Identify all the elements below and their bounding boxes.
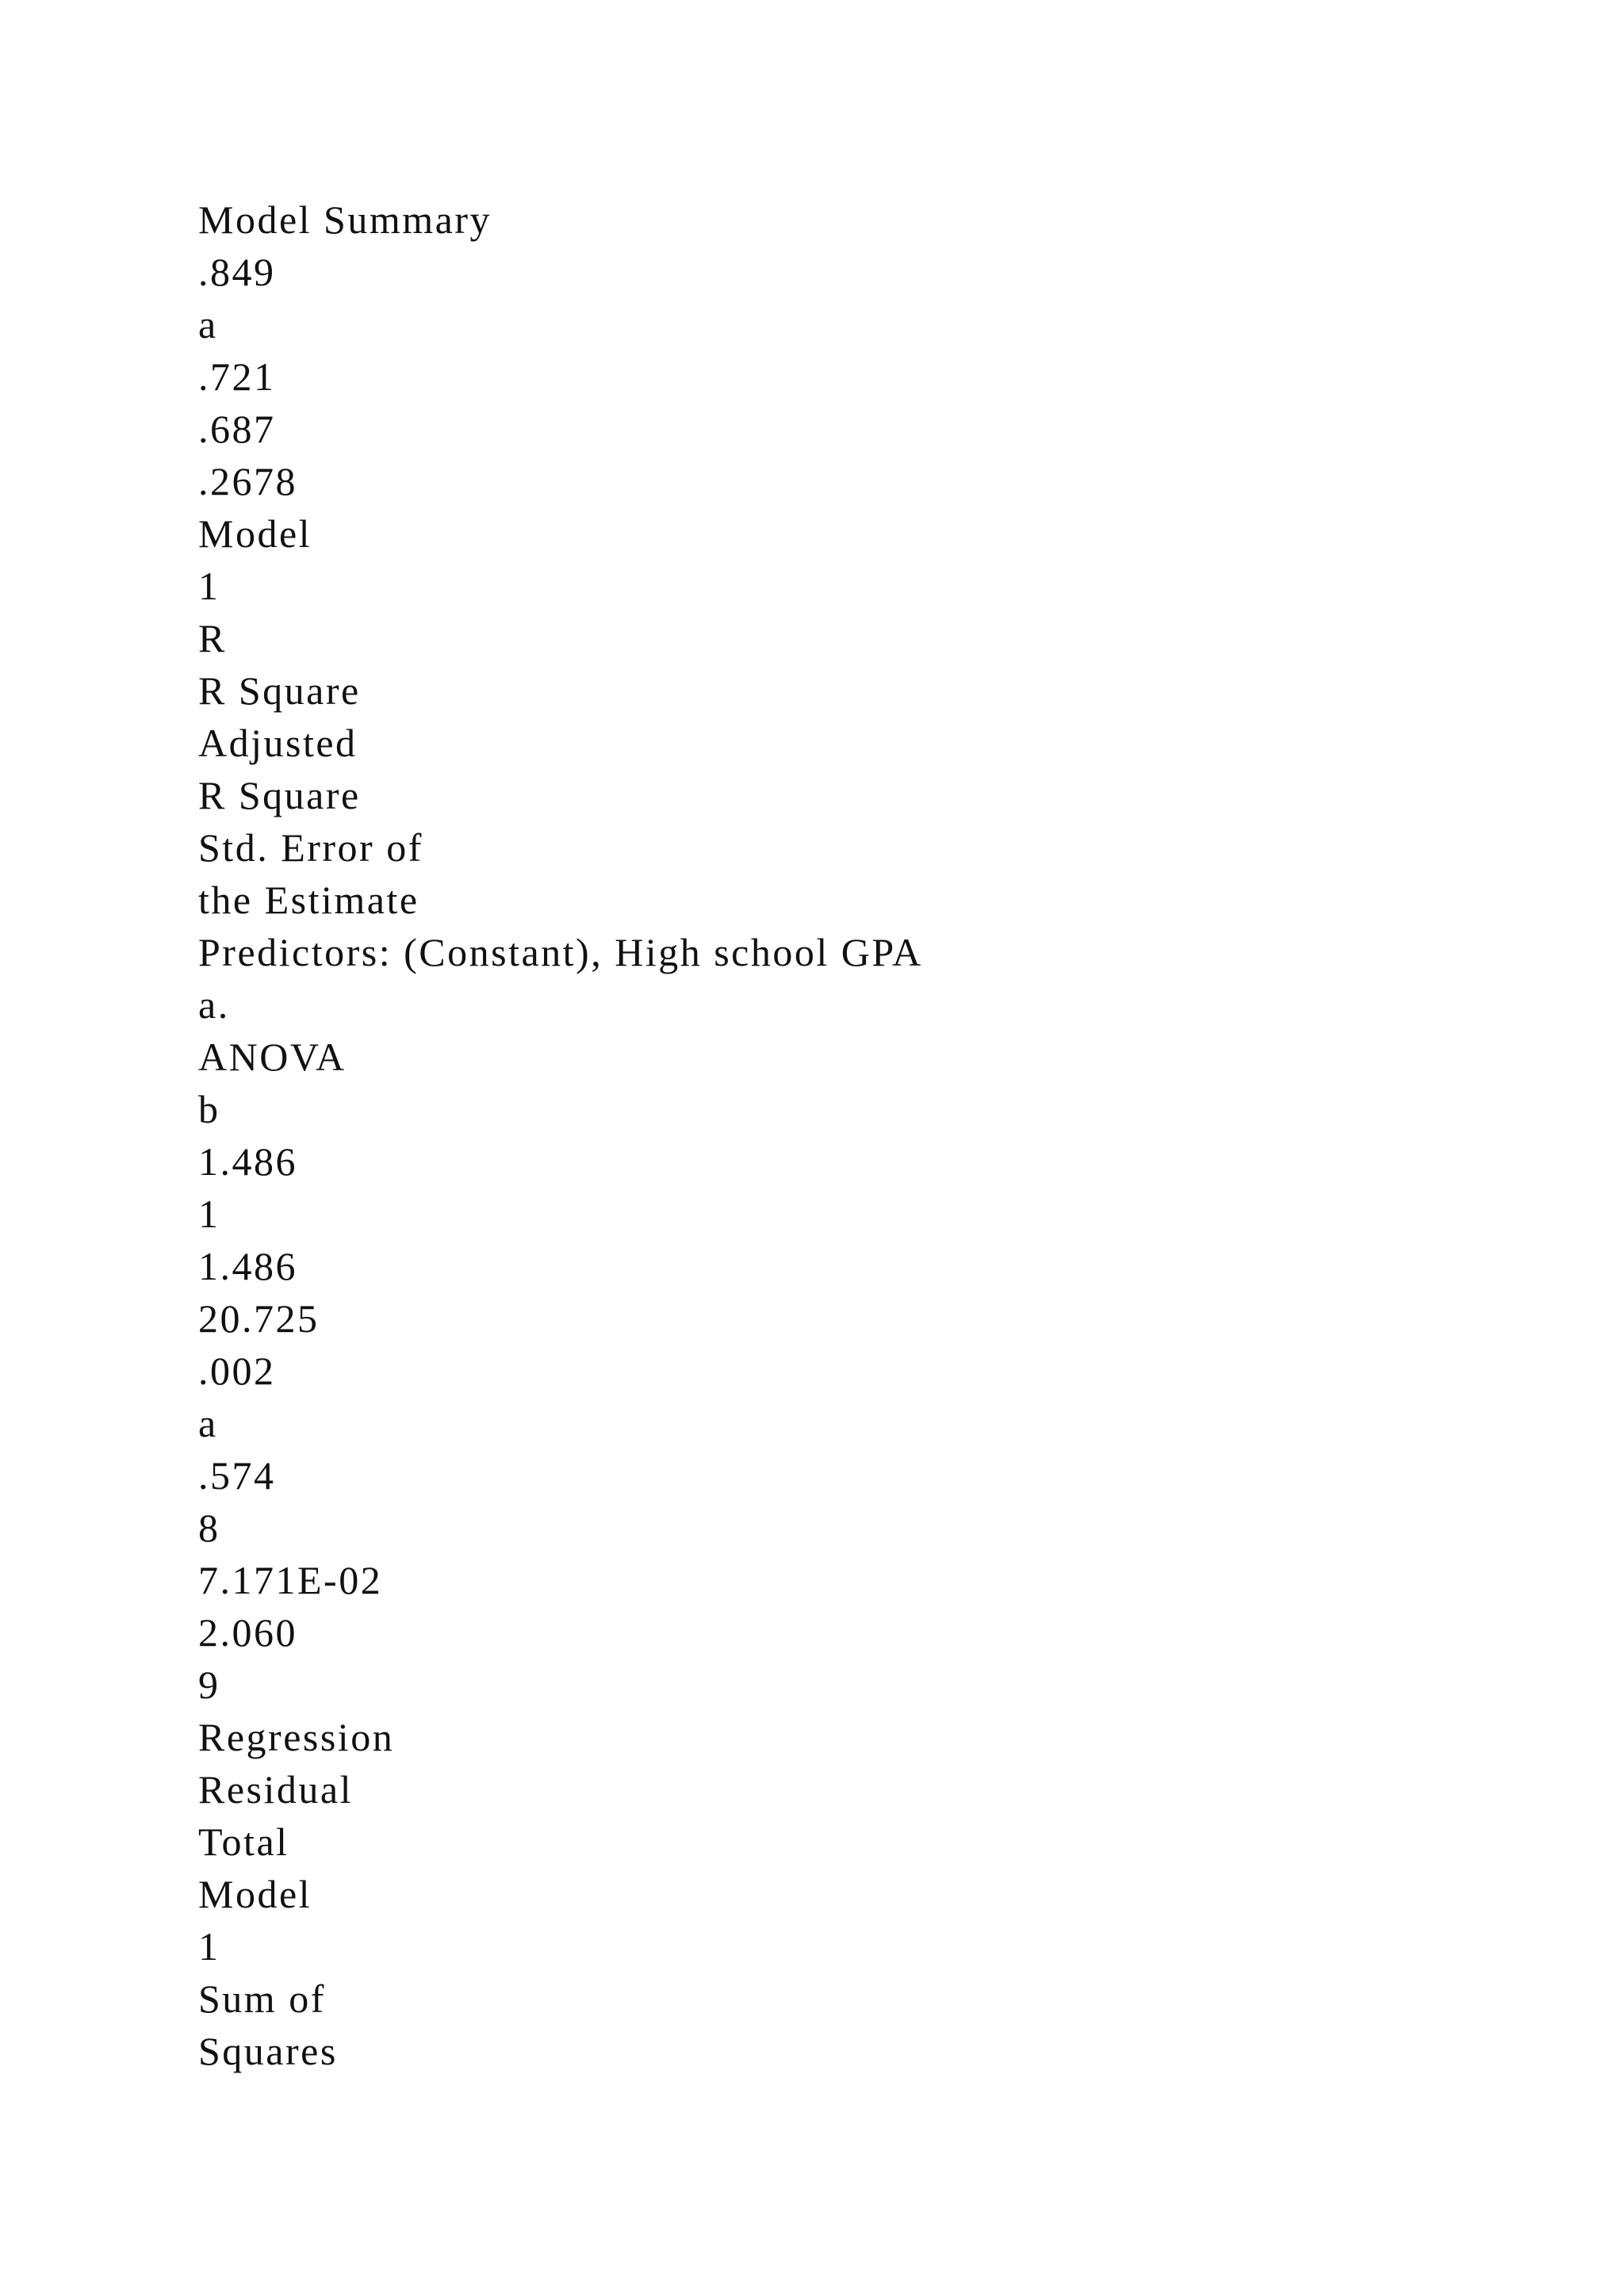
header-adjusted: Adjusted [198, 721, 358, 765]
title-anova: ANOVA [198, 1035, 347, 1079]
header-r-square: R Square [198, 668, 361, 713]
row-label-residual: Residual [198, 1767, 353, 1812]
header-sum-of: Sum of [198, 1976, 326, 2021]
value-total-ss: 2.060 [198, 1610, 297, 1655]
header-std-error-of: Std. Error of [198, 825, 423, 870]
header-adjusted-r-square: R Square [198, 773, 361, 817]
value-sig: .002 [198, 1349, 276, 1393]
value-residual-ss: .574 [198, 1453, 276, 1498]
value-regression-ss: 1.486 [198, 1139, 297, 1184]
header-model-anova: Model [198, 1872, 312, 1916]
value-residual-ms: 7.171E-02 [198, 1558, 383, 1602]
value-residual-df: 8 [198, 1506, 220, 1550]
value-adjusted-r-square: .687 [198, 407, 276, 451]
value-regression-ms: 1.486 [198, 1244, 297, 1288]
footnote-marker-b: b [198, 1087, 220, 1131]
row-label-total: Total [198, 1820, 289, 1864]
header-squares: Squares [198, 2029, 338, 2073]
value-regression-df: 1 [198, 1192, 220, 1236]
header-the-estimate: the Estimate [198, 878, 419, 922]
model-number: 1 [198, 564, 220, 608]
text-lines [198, 193, 923, 2077]
value-r-square: .721 [198, 354, 276, 399]
value-std-error: .2678 [198, 459, 297, 503]
value-f: 20.725 [198, 1296, 320, 1341]
title-model-summary: Model Summary [198, 197, 492, 242]
footnote-marker-a-2: a [198, 1401, 218, 1445]
footnote-marker-a: a [198, 302, 218, 346]
value-total-df: 9 [198, 1663, 220, 1707]
footnote-label-a: a. [198, 982, 230, 1027]
header-r: R [198, 616, 227, 660]
row-label-regression: Regression [198, 1715, 395, 1759]
footnote-predictors: Predictors: (Constant), High school GPA [198, 930, 923, 974]
header-model: Model [198, 511, 312, 556]
model-number-anova: 1 [198, 1924, 220, 1969]
value-r: .849 [198, 250, 276, 294]
